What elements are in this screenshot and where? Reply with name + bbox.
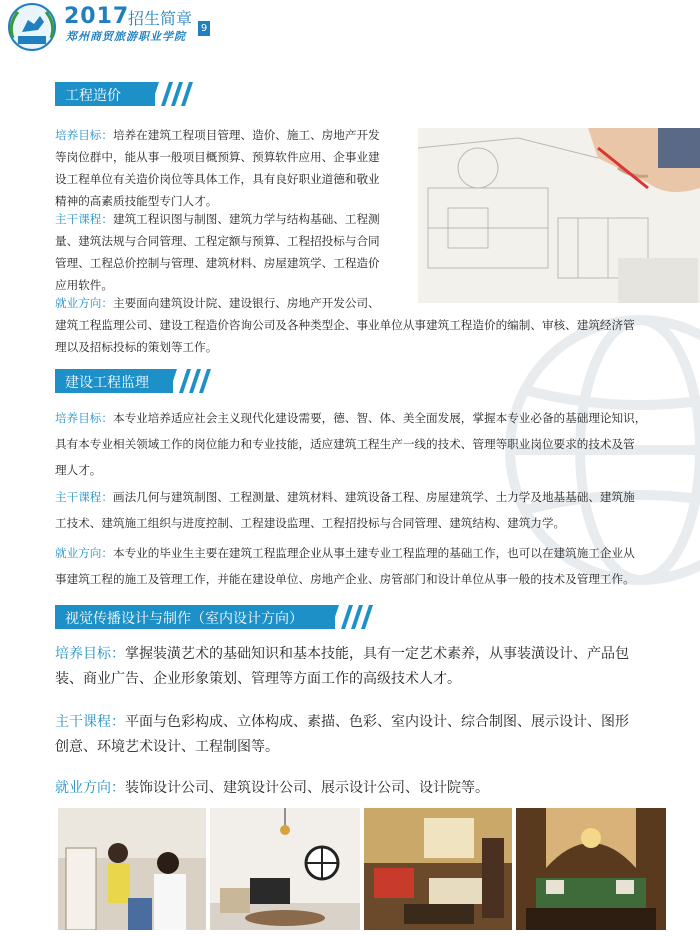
brochure-title: 招生简章: [128, 9, 193, 28]
engineering-cost-courses: 主干课程：建筑工程识图与制图、建筑力学与结构基础、工程测 量、建筑法规与合同管理、工程定额与预算、工程招投标与合同 管理、工程总价控制与管理、建筑材料、房屋建筑学、工程造价 应用软件。: [55, 212, 380, 292]
section-title-visual-communication: 视觉传播设计与制作（室内设计方向）: [55, 605, 375, 629]
living-room-photo-2: [364, 808, 512, 930]
engineering-cost-target: 培养目标：培养在建筑工程项目管理、造价、施工、房地产开发 等岗位群中，能从事一般项目概预算、预算软件应用、企事业建 设工程单位有关造价岗位等具体工作，具有良好职业道德和敬业 精神的高素质技能型专门人才。: [55, 128, 380, 208]
page-number: 9: [198, 21, 210, 36]
section-title-engineering-cost: 工程造价: [55, 82, 195, 106]
college-logo-icon: [4, 2, 60, 52]
page-header: [0, 0, 700, 52]
engineering-cost-career: 就业方向：主要面向建筑设计院、建设银行、房地产开发公司、 建筑工程监理公司、建设工程造价咨询公司及各种类型企、事业单位从事建筑工程造价的编制、审核、建筑经济管 理以及招标投标的策划等工作。: [55, 296, 635, 354]
school-name: 郑州商贸旅游职业学院: [66, 30, 186, 43]
construction-supervision-target: 培养目标：本专业培养适应社会主义现代化建设需要，德、智、体、美全面发展，掌握本专业必备的基础理论知识， 具有本专业相关领域工作的岗位能力和专业技能，适应建筑工程生产一线的技术、管理等职业岗位要求的技术及管 理人才。: [55, 411, 647, 477]
brochure-year: 2017: [64, 4, 130, 29]
blueprint-drawing-photo: [418, 128, 700, 303]
construction-supervision-courses: 主干课程：画法几何与建筑制图、工程测量、建筑材料、建筑设备工程、房屋建筑学、土力学及地基基础、建筑施 工技术、建筑施工组织与进度控制、工程建设监理、工程招投标与合同管理、建筑结构、建筑力学。: [55, 490, 635, 530]
visual-communication-target: 培养目标：掌握装潢艺术的基础知识和基本技能，具有一定艺术素养，从事装潢设计、产品包 装、商业广告、企业形象策划、管理等方面工作的高级技术人才。: [55, 646, 629, 687]
visual-communication-career: 就业方向：装饰设计公司、建筑设计公司、展示设计公司、设计院等。: [55, 780, 489, 796]
living-room-photo-3: [516, 808, 666, 930]
construction-supervision-career: 就业方向：本专业的毕业生主要在建筑工程监理企业从事土建专业工程监理的基础工作，也可以在建筑施工企业从 事建筑工程的施工及管理工作，并能在建设单位、房地产企业、房管部门和设计单位从事一般的技术及管理工作。: [55, 546, 635, 586]
living-room-photo-1: [210, 808, 360, 930]
visual-communication-courses: 主干课程：平面与色彩构成、立体构成、素描、色彩、室内设计、综合制图、展示设计、图形 创意、环境艺术设计、工程制图等。: [55, 714, 629, 755]
section-title-construction-supervision: 建设工程监理: [55, 369, 215, 393]
students-painting-photo: [58, 808, 206, 930]
